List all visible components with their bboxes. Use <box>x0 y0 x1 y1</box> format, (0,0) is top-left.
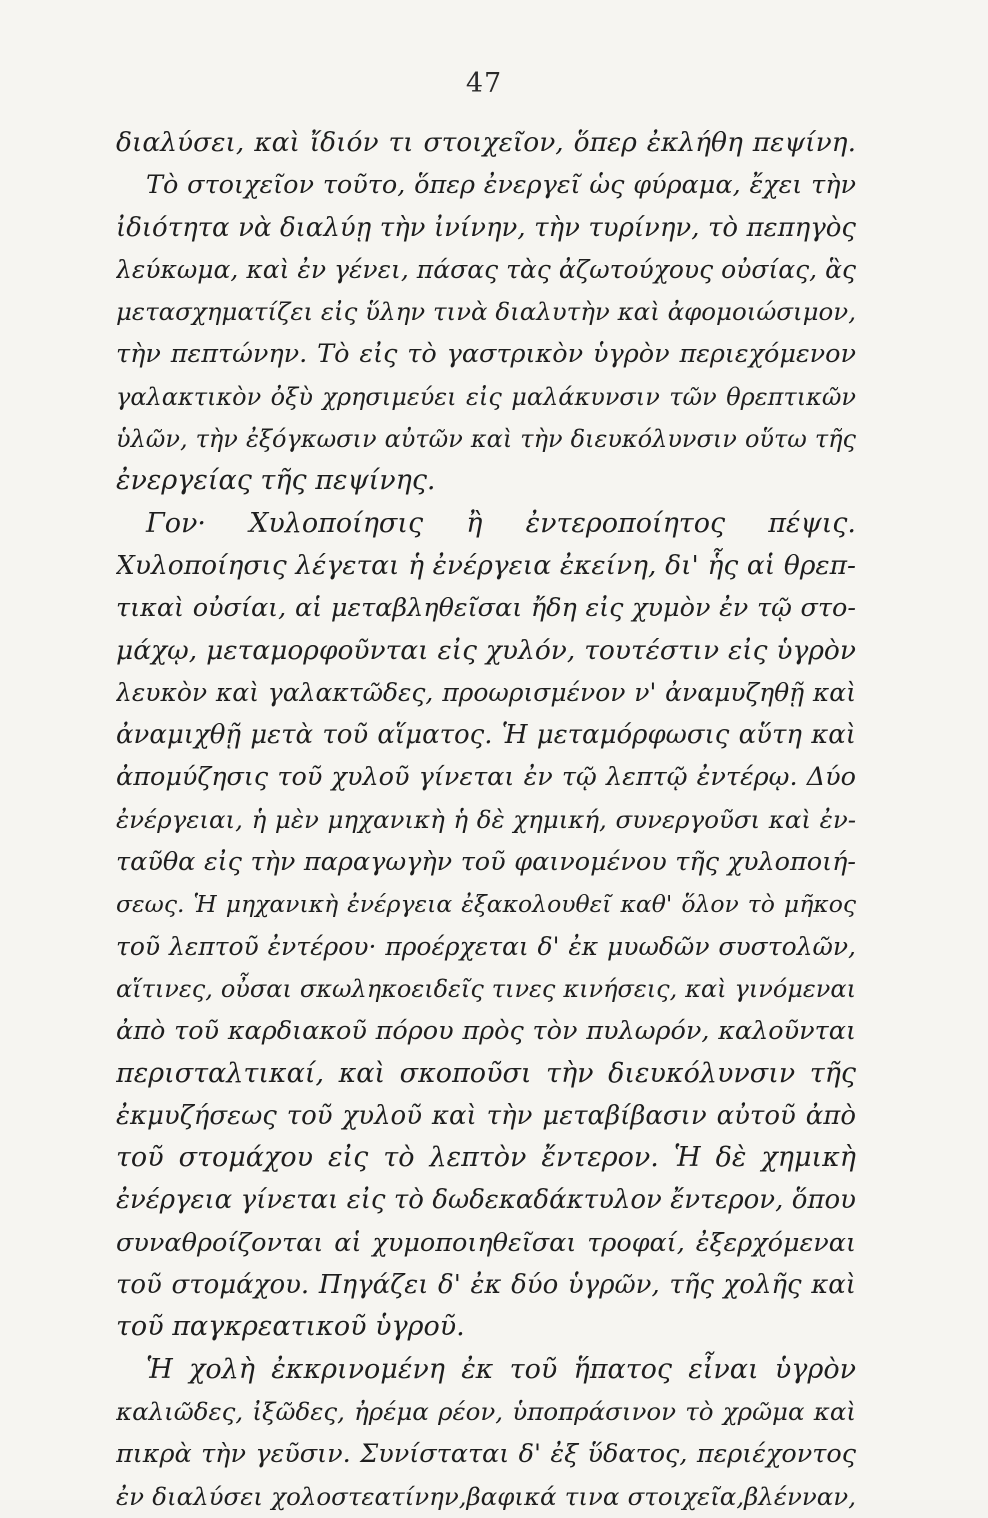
text-line: μετασχηματίζει εἰς ὕλην τινὰ διαλυτὴν καὶ ἀφομοιώσιμον, <box>116 297 856 327</box>
text-line: μάχῳ, μεταμορφοῦνται εἰς χυλόν, τουτέστιν εἰς ὑγρὸν <box>116 634 856 666</box>
body-text <box>116 122 856 1518</box>
text-line: ὑλῶν, τὴν ἐξόγκωσιν αὐτῶν καὶ τὴν διευκόλυνσιν οὕτω τῆς <box>116 425 856 454</box>
text-line: σεως. Ἡ μηχανικὴ ἐνέργεια ἐξακολουθεῖ καθ' ὅλον τὸ μῆκος <box>116 890 856 919</box>
text-line: ἐν διαλύσει χολοστεατίνην,βαφικά τινα στοιχεῖα,βλένναν, <box>116 1481 856 1511</box>
text-line: καλιῶδες, ἰξῶδες, ἠρέμα ρέον, ὑποπράσινον τὸ χρῶμα καὶ <box>116 1396 856 1426</box>
text-line: περισταλτικαί, καὶ σκοποῦσι τὴν διευκόλυνσιν τῆς <box>116 1057 856 1089</box>
text-line: ἀπὸ τοῦ καρδιακοῦ πόρου πρὸς τὸν πυλωρόν, καλοῦνται <box>116 1016 856 1047</box>
text-line: συναθροίζονται αἱ χυμοποιηθεῖσαι τροφαί, ἐξερχόμεναι <box>116 1227 856 1258</box>
text-line: τικαὶ οὐσίαι, αἱ μεταβληθεῖσαι ἤδη εἰς χυμὸν ἐν τῷ στο- <box>116 593 856 624</box>
text-line: Χυλοποίησις λέγεται ἡ ἐνέργεια ἐκείνη, δι' ἧς αἱ θρεπ- <box>116 549 856 581</box>
text-line: ἐκμυζήσεως τοῦ χυλοῦ καὶ τὴν μεταβίβασιν αὐτοῦ ἀπὸ <box>116 1100 856 1131</box>
text-line: Γον· Χυλοποίησις ἢ ἐντεροποίητος πέψις. <box>146 507 856 539</box>
text-line: λευκὸν καὶ γαλακτῶδες, προωρισμένον ν' ἀναμυζηθῇ καὶ <box>116 677 856 707</box>
text-line: αἵτινες, οὖσαι σκωληκοειδεῖς τινες κινήσεις, καὶ γινόμεναι <box>116 974 856 1003</box>
text-line: πικρὰ τὴν γεῦσιν. Συνίσταται δ' ἐξ ὕδατος, περιέχοντος <box>116 1439 856 1470</box>
text-line: τοῦ στομάχου εἰς τὸ λεπτὸν ἔντερον. Ἡ δὲ χημικὴ <box>116 1142 856 1174</box>
text-line: τοῦ στομάχου. Πηγάζει δ' ἐκ δύο ὑγρῶν, τῆς χολῆς καὶ <box>116 1270 856 1301</box>
text-line: διαλύσει, καὶ ἴδιόν τι στοιχεῖον, ὅπερ ἐκλήθη πεψίνη. <box>116 127 856 158</box>
page-number: 47 <box>465 68 503 99</box>
text-line: λεύκωμα, καὶ ἐν γένει, πάσας τὰς ἀζωτούχους οὐσίας, ἃς <box>116 254 856 284</box>
text-line: ἐνέργειαι, ἡ μὲν μηχανικὴ ἡ δὲ χημική, συνεργοῦσι καὶ ἐν- <box>116 804 856 834</box>
text-line: τοῦ λεπτοῦ ἐντέρου· προέρχεται δ' ἐκ μυωδῶν συστολῶν, <box>116 931 856 961</box>
text-line: Ἡ χολὴ ἐκκρινομένη ἐκ τοῦ ἥπατος εἶναι ὑγρὸν <box>146 1353 856 1385</box>
text-line: ἀπομύζησις τοῦ χυλοῦ γίνεται ἐν τῷ λεπτῷ ἐντέρῳ. Δύο <box>116 762 856 793</box>
text-line: τοῦ παγκρεατικοῦ ὑγροῦ. <box>116 1311 465 1343</box>
text-line: ἀναμιχθῇ μετὰ τοῦ αἵματος. Ἡ μεταμόρφωσις αὕτη καὶ <box>116 720 856 751</box>
text-line: γαλακτικὸν ὀξὺ χρησιμεύει εἰς μαλάκυνσιν τῶν θρεπτικῶν <box>116 382 856 411</box>
text-line: τὴν πεπτώνην. Τὸ εἰς τὸ γαστρικὸν ὑγρὸν περιεχόμενον <box>116 339 856 370</box>
text-line: ταῦθα εἰς τὴν παραγωγὴν τοῦ φαινομένου τῆς χυλοποιή- <box>116 847 856 878</box>
text-line: ἰδιότητα νὰ διαλύῃ τὴν ἰνίνην, τὴν τυρίνην, τὸ πεπηγὸς <box>116 212 856 243</box>
text-line: ἐνέργεια γίνεται εἰς τὸ δωδεκαδάκτυλον ἔντερον, ὅπου <box>116 1185 856 1216</box>
text-line: Τὸ στοιχεῖον τοῦτο, ὅπερ ἐνεργεῖ ὡς φύραμα, ἔχει τὴν <box>146 170 856 201</box>
text-line: ἐνεργείας τῆς πεψίνης. <box>116 465 436 497</box>
